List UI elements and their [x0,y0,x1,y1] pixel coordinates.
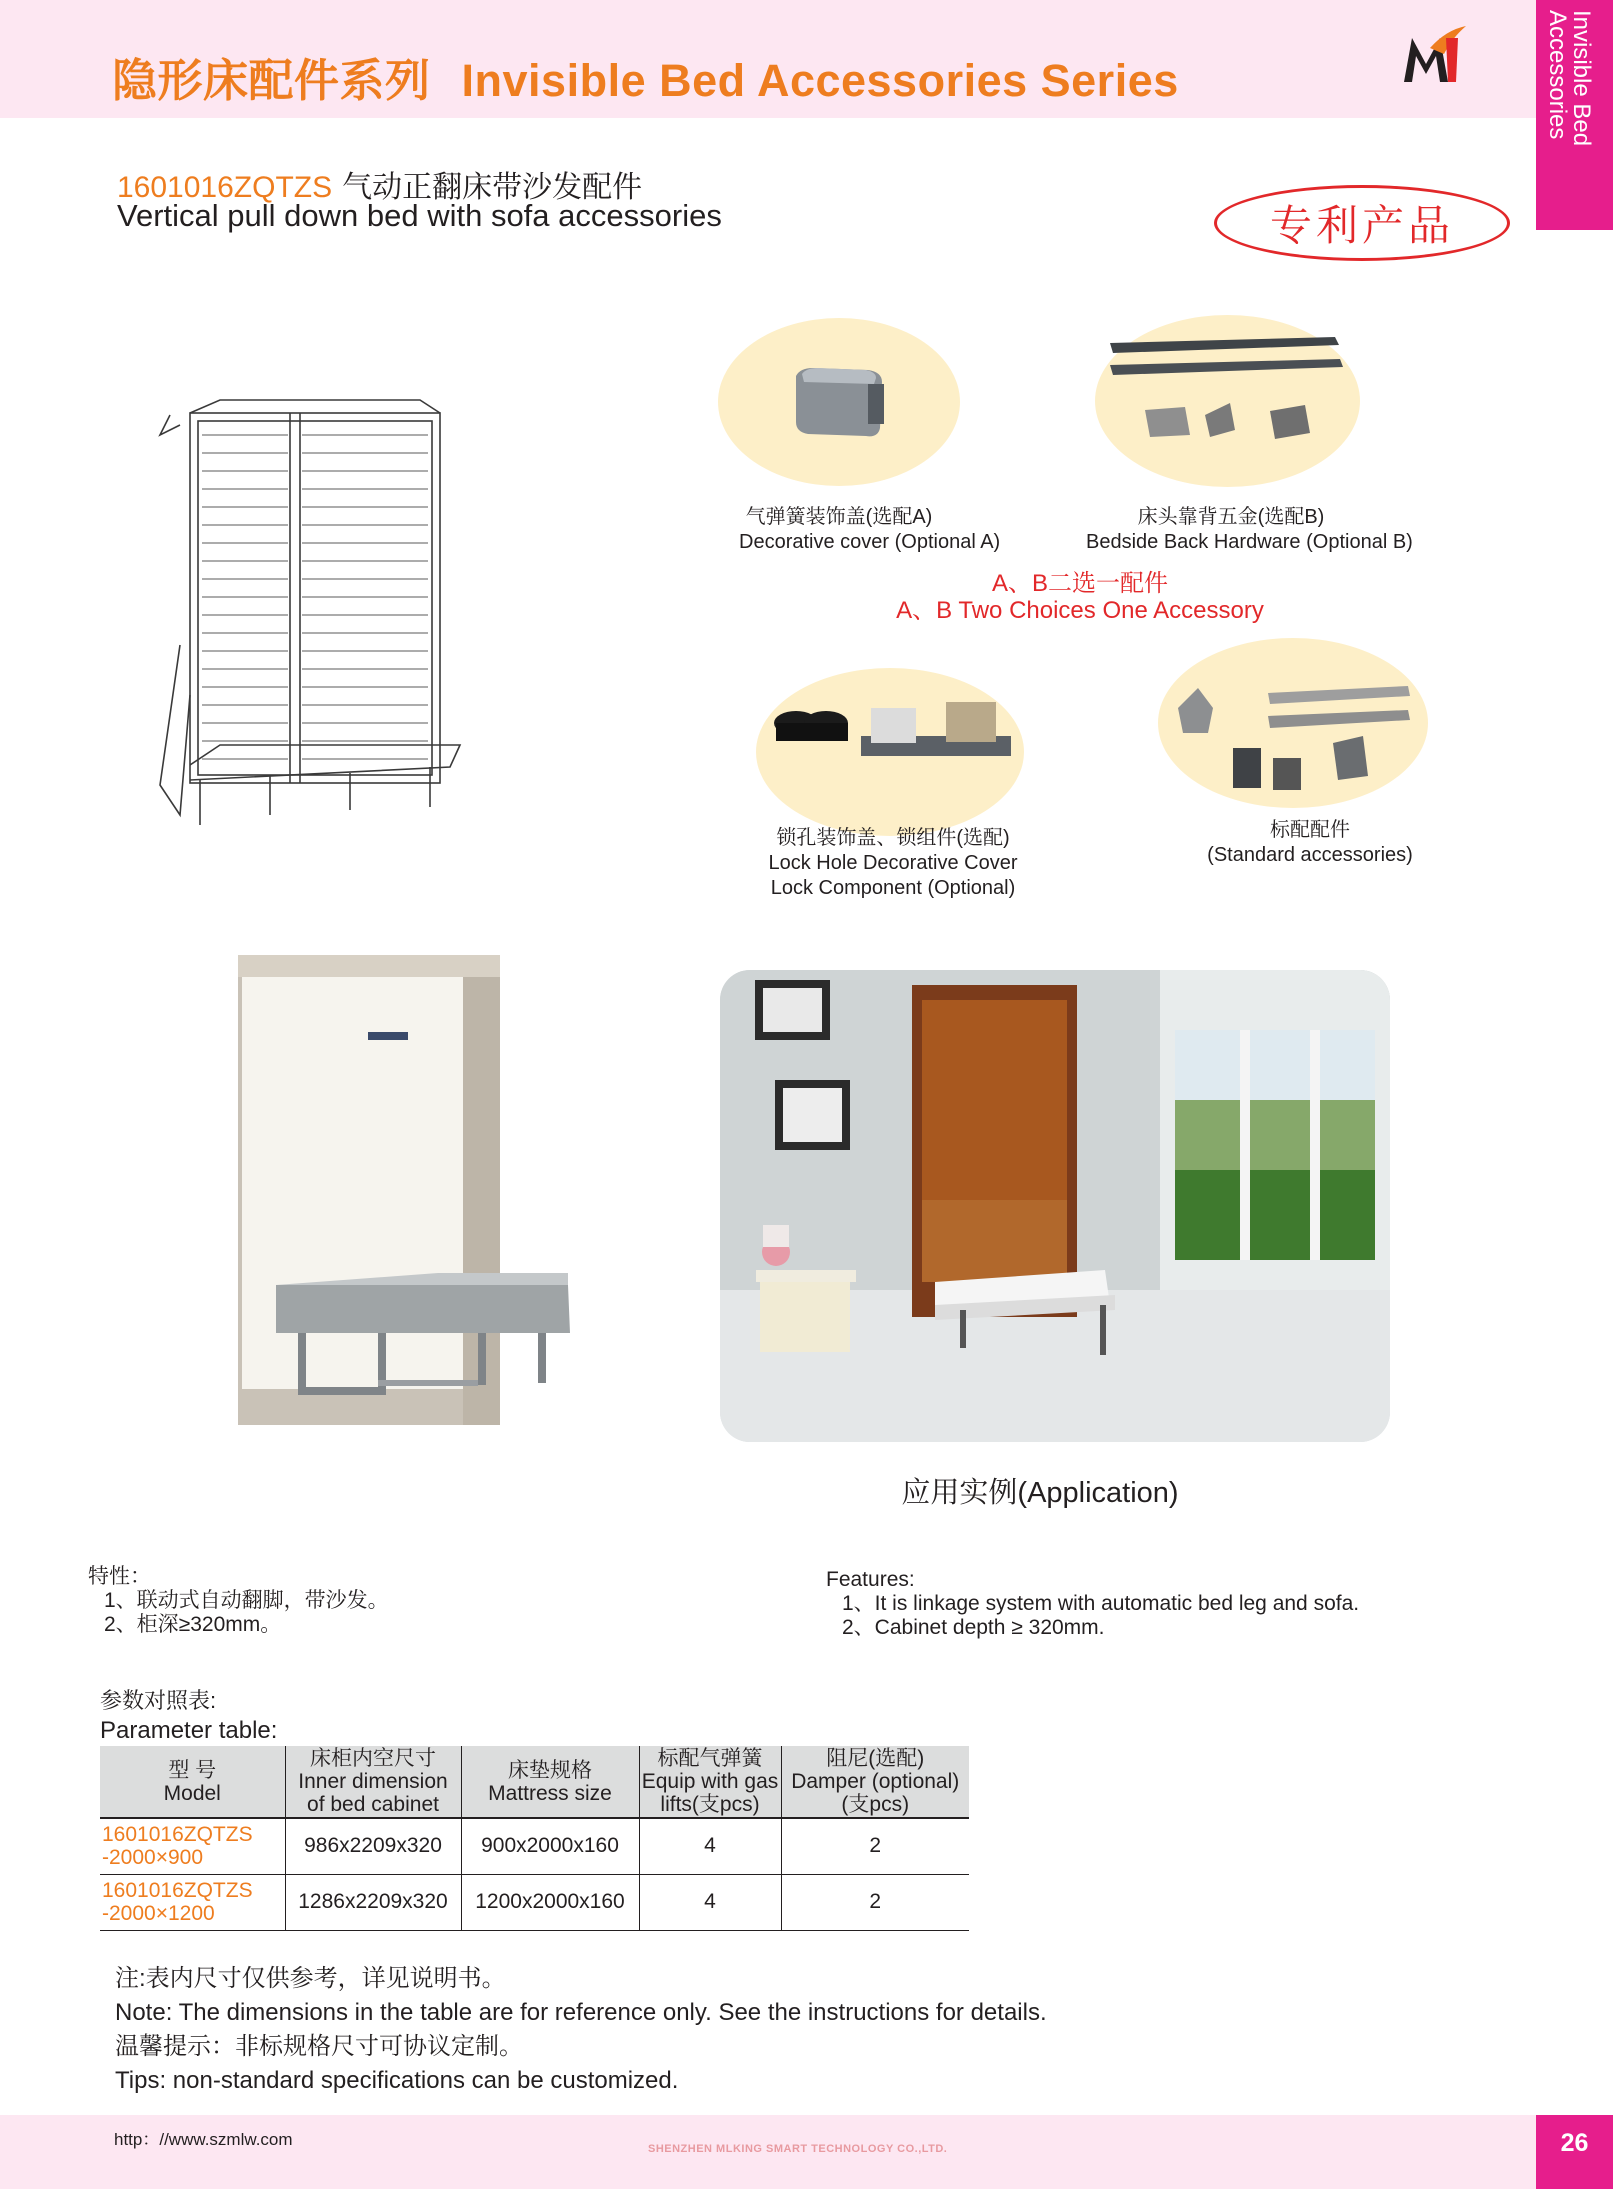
table-title-en: Parameter table: [100,1717,278,1744]
table-header-row [100,1746,969,1818]
cell-inner: 986x2209x320 [285,1818,461,1874]
header-line: Equip with gas [641,1770,779,1793]
decorative-cover-photo [718,318,960,486]
standard-caption [1170,818,1450,868]
page-title-en: Invisible Bed Accessories Series [461,55,1179,106]
header-line: Inner dimension [298,1770,448,1793]
accessory-b-cn: 床头靠背五金(选配B) [1137,506,1325,528]
tips-en: Tips: non-standard specifications can be customized. [115,2067,679,2094]
cell-model [100,1874,285,1930]
header-line: Model [163,1781,221,1805]
tips-cn: 温馨提示：非标规格尺寸可协议定制。 [115,2033,523,2060]
lock-en-2: Lock Component (Optional) [770,877,1016,899]
table-title [100,1686,277,1746]
lock-en-1: Lock Hole Decorative Cover [768,852,1018,874]
features-en-title: Features: [826,1568,915,1591]
features-en-item: 1、It is linkage system with automatic bed leg and sofa. [842,1592,1360,1615]
cell-mattress: 1200x2000x160 [461,1874,639,1930]
product-name-en: Vertical pull down bed with sofa accessories [117,198,722,233]
table-title-cn: 参数对照表: [100,1688,217,1713]
lock-cn: 锁孔装饰盖、锁组件(选配) [776,827,1010,849]
application-caption: 应用实例(Application) [901,1477,1179,1509]
accessory-b-en: Bedside Back Hardware (Optional B) [1086,531,1413,553]
header-line: lifts(支pcs) [660,1793,760,1816]
header-damper [781,1746,969,1818]
header-line: 床垫规格 [508,1758,592,1782]
model-line: -2000×900 [102,1846,204,1870]
header-inner-dimension [285,1746,461,1818]
cell-gas: 4 [639,1818,781,1874]
accessory-a-cn: 气弹簧装饰盖(选配A) [745,506,933,528]
model-line: -2000×1200 [102,1902,215,1925]
note-en: Note: The dimensions in the table are for reference only. See the instructions for details. [115,1999,1047,2026]
header-line: Damper (optional) [791,1770,960,1793]
model-line: 1601016ZQTZS [102,1823,253,1847]
product-code: 1601016ZQTZS [117,171,333,204]
cell-damper: 2 [781,1818,969,1874]
header-mattress-size [461,1746,639,1818]
standard-accessories-photo [1158,638,1428,808]
standard-en: (Standard accessories) [1207,844,1413,866]
choice-note [820,570,1340,624]
cell-inner: 1286x2209x320 [285,1874,461,1930]
page-title [112,44,1179,109]
features-cn [88,1565,389,1637]
choice-note-cn: A、B二选一配件 [991,570,1168,597]
product-name-cn: 气动正翻床带沙发配件 [342,171,643,204]
page-number: 26 [1536,2115,1613,2189]
footer-company: SHENZHEN MLKING SMART TECHNOLOGY CO.,LTD. [648,2143,948,2155]
cell-mattress: 900x2000x160 [461,1818,639,1874]
header-gas-lifts [639,1746,781,1818]
features-en [826,1568,1359,1640]
table-row [100,1874,969,1930]
footer-url: http：//www.szmlw.com [114,2130,293,2149]
brand-logo [1400,24,1470,88]
accessory-a-caption [739,505,1001,555]
header-line: of bed cabinet [307,1793,439,1816]
header-line: Mattress size [488,1781,612,1805]
bedside-hardware-photo [1095,315,1360,487]
cell-model [100,1818,285,1874]
parameter-table [100,1746,969,1931]
patent-badge: 专利产品 [1214,185,1510,261]
notes [115,1962,1047,2098]
choice-note-en: A、B Two Choices One Accessory [896,597,1264,624]
header-line: (支pcs) [841,1793,910,1816]
accessory-a-en: Decorative cover (Optional A) [739,531,1001,553]
features-cn-item: 1、联动式自动翻脚，带沙发。 [104,1589,389,1612]
cell-gas: 4 [639,1874,781,1930]
side-tab [1536,0,1613,230]
header-model [100,1746,285,1818]
header-line: 床柜内空尺寸 [310,1747,436,1770]
note-cn: 注:表内尺寸仅供参考，详见说明书。 [115,1965,506,1992]
bed-frame-drawing [150,395,470,855]
features-cn-title: 特性： [88,1565,151,1588]
application-photo [720,970,1390,1442]
header-line: 型 号 [168,1758,217,1782]
features-cn-item: 2、柜深≥320mm。 [104,1613,282,1636]
lock-caption [748,826,1038,901]
page-title-cn: 隐形床配件系列 [112,55,431,106]
table-row [100,1818,969,1874]
cell-damper: 2 [781,1874,969,1930]
cabinet-sofa-render [238,955,578,1445]
side-tab-label: Invisible Bed Accessories [1544,10,1595,147]
header-line: 阻尼(选配) [826,1747,925,1770]
header-line: 标配气弹簧 [657,1747,763,1770]
accessory-b-caption [1086,505,1413,555]
lock-component-photo [756,668,1024,836]
features-en-item: 2、Cabinet depth ≥ 320mm. [842,1616,1105,1639]
standard-cn: 标配配件 [1270,819,1350,841]
model-line: 1601016ZQTZS [102,1879,253,1902]
